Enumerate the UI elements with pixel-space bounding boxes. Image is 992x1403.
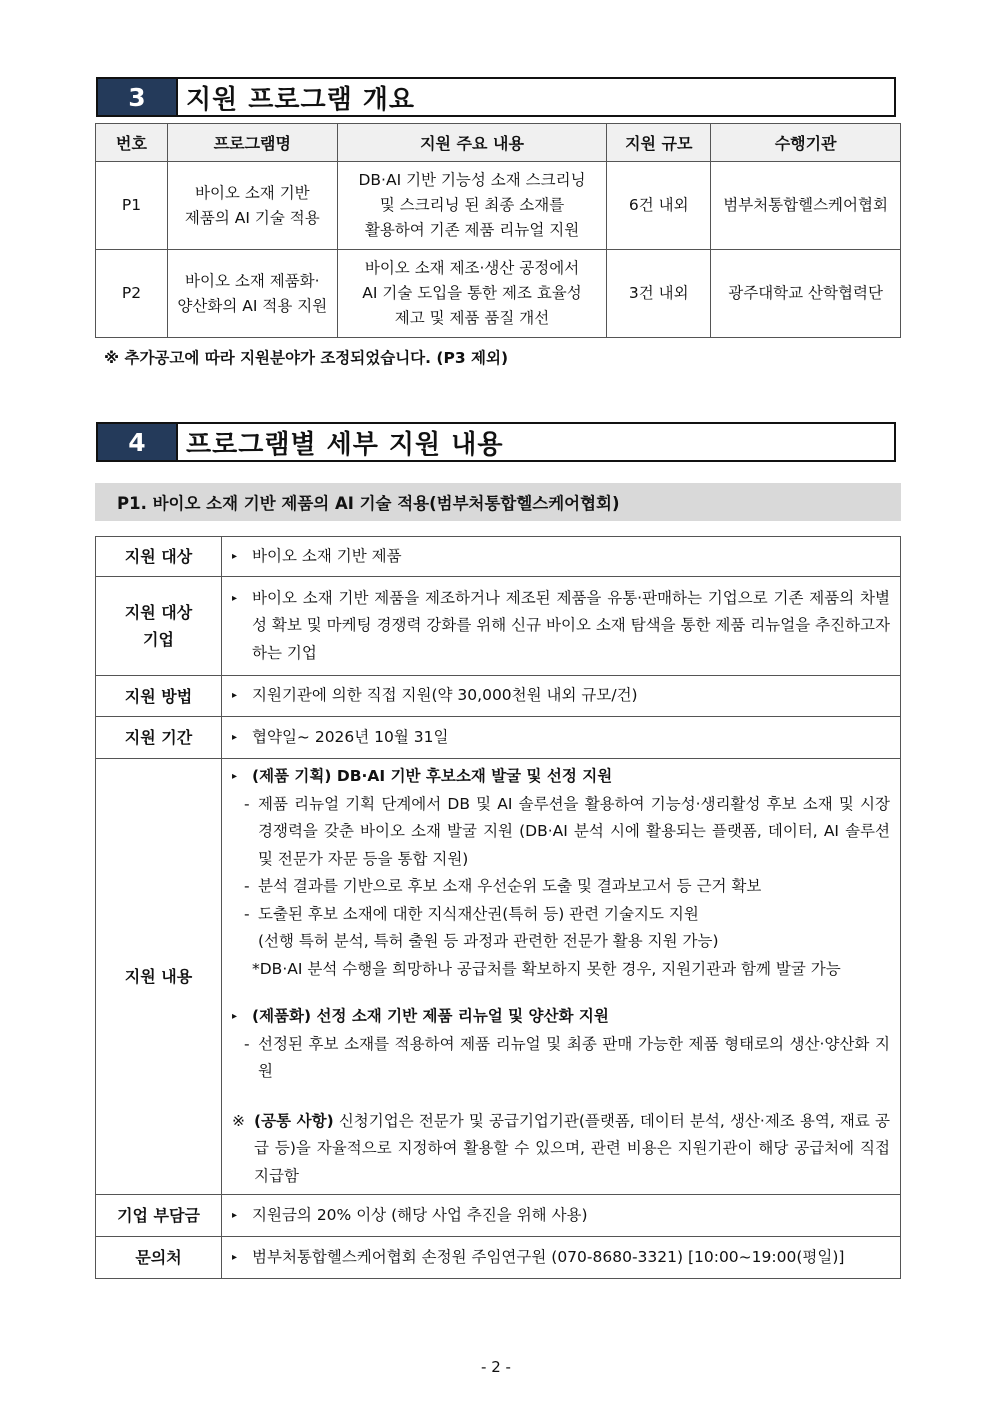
program-name-line: 바이오 소재 제품화· <box>185 271 320 290</box>
table-row <box>96 577 901 676</box>
row-label <box>96 577 222 676</box>
column-header: 지원 규모 <box>607 124 711 162</box>
table-row <box>96 676 901 717</box>
program-content-line: 및 스크리닝 된 최종 소재를 <box>379 196 565 214</box>
bullet-icon: ▸ <box>232 731 238 743</box>
section-number: 4 <box>98 424 178 460</box>
section-title: 지원 프로그램 개요 <box>186 84 416 115</box>
table-row <box>96 537 901 577</box>
p1-heading: P1. 바이오 소재 기반 제품의 AI 기술 적용(범부처통합헬스케어협회) <box>95 483 901 521</box>
table-header-row <box>96 124 901 162</box>
table-row <box>96 759 901 1195</box>
program-content-line: 활용하여 기존 제품 리뉴얼 지원 <box>364 221 580 239</box>
program-id: P2 <box>96 250 168 338</box>
common-label: (공통 사항) <box>254 1111 334 1130</box>
row-label: 문의처 <box>96 1237 222 1279</box>
row-value <box>222 1195 901 1237</box>
target-value: 바이오 소재 기반 제품 <box>252 546 402 565</box>
program-org: 범부처통합헬스케어협회 <box>711 162 901 250</box>
program-content-line: 바이오 소재 제조·생산 공정에서 <box>364 259 580 277</box>
program-name-line: 양산화의 AI 적용 지원 <box>177 296 328 315</box>
content-subitem: 분석 결과를 기반으로 후보 소재 우선순위 도출 및 결과보고서 등 근거 확보 <box>258 877 762 895</box>
section-4-header <box>96 422 896 462</box>
program-content <box>337 250 607 338</box>
table-row <box>96 250 901 338</box>
content-footnote: *DB·AI 분석 수행을 희망하나 공급처를 확보하지 못한 경우, 지원기관과 함께 발굴 가능 <box>252 959 841 978</box>
row-value <box>222 676 901 717</box>
page-number: - 2 - <box>481 1358 511 1376</box>
program-name-line: 제품의 AI 기술 적용 <box>184 208 320 227</box>
column-header: 수행기관 <box>711 124 901 162</box>
content-item-title: (제품 기획) DB·AI 기반 후보소재 발굴 및 선정 지원 <box>252 767 613 785</box>
reference-mark: ※ <box>232 1111 245 1130</box>
row-value <box>222 1237 901 1279</box>
program-name-line: 바이오 소재 기반 <box>194 183 310 202</box>
content-item-title: (제품화) 선정 소재 기반 제품 리뉴얼 및 양산화 지원 <box>252 1007 609 1025</box>
section-title: 프로그램별 세부 지원 내용 <box>186 429 504 460</box>
table-row <box>96 1195 901 1237</box>
content-subitem: 제품 리뉴얼 기획 단계에서 DB 및 AI 솔루션을 활용하여 기능성·생리활성 후보 소재 및 시장 경쟁력을 갖춘 바이오 소재 발굴 지원 (DB·AI 분석 시에 활용되는 플랫폼, 데이터, AI 솔루션 및 전문가 자문 등을 통합 지원) <box>258 794 890 868</box>
table-row <box>96 1237 901 1279</box>
bullet-icon: ▸ <box>232 550 238 562</box>
column-header: 프로그램명 <box>167 124 337 162</box>
bullet-icon: ▸ <box>232 1251 238 1263</box>
program-name <box>167 250 337 338</box>
row-value <box>222 537 901 577</box>
row-label-line: 지원 대상 <box>124 603 193 622</box>
bullet-icon: ▸ <box>232 1011 238 1022</box>
program-content-line: DB·AI 기반 기능성 소재 스크리닝 <box>358 171 586 189</box>
program-org: 광주대학교 산학협력단 <box>711 250 901 338</box>
common-text: 신청기업은 전문가 및 공급기업기관(플랫폼, 데이터 분석, 생산·제조 용역, 재료 공급 등)을 자율적으로 지정하여 활용할 수 있으며, 관련 비용은 지원기관이 해당 공급처에 직접 지급함 <box>254 1111 890 1185</box>
column-header: 지원 주요 내용 <box>337 124 607 162</box>
row-label: 지원 대상 <box>96 537 222 577</box>
program-id: P1 <box>96 162 168 250</box>
p1-detail-table <box>95 536 901 1279</box>
period-value: 협약일~ 2026년 10월 31일 <box>252 727 449 746</box>
program-scale: 6건 내외 <box>607 162 711 250</box>
row-label: 지원 기간 <box>96 717 222 759</box>
contact-value: 범부처통합헬스케어협회 손정원 주임연구원 (070-8680-3321) [10:00~19:00(평일)] <box>252 1247 845 1266</box>
table-row <box>96 162 901 250</box>
burden-value: 지원금의 20% 이상 (해당 사업 추진을 위해 사용) <box>252 1205 588 1224</box>
row-label: 지원 방법 <box>96 676 222 717</box>
bullet-icon: ▸ <box>232 1209 238 1221</box>
row-value: ▸ (제품 기획) DB·AI 기반 후보소재 발굴 및 선정 지원 - 제품 리뉴얼 기획 단계에서 DB 및 AI 솔루션을 활용하여 기능성·생리활성 후보 소재 및 시장 경쟁력을 갖춘 바이오 소재 발굴 지원 (DB·AI 분석 시에 활용되는 플랫폼, 데이터, AI 솔루션 및 전문가 자문 등을 통합 지원) - 분석 결과를 기반으로 후보 소재 우선순위 도출 및 결과보고서 등 근거 확보 - 도출된 후보 소재에 대한 지식재산권(특허 등) 관련 기술지도 지원 (선행 특허 분석, 특허 출원 등 과정과 관련한 전문가 활용 지원 가능) *DB·AI 분석 수행을 희망하나 공급처를 확보하지 못한 경우, 지원기관과 함께 발굴 가능 ▸ (제품화) 선정 소재 기반 제품 리뉴얼 및 양산화 지원 - 선정된 후보 소재를 적용하여 제품 리뉴얼 및 최종 판매 가능한 제품 형태로의 생산·양산화 지원 ※ (공통 사항) 신청기업은 전문가 및 공급기업기관(플랫폼, 데이터 분석, 생산·제조 용역, 재료 공급 등)을 자율적으로 지정하여 활용할 수 있으며, 관련 비용은 지원기관이 해당 공급처에 직접 지급함 <box>222 759 901 1195</box>
bullet-icon: ▸ <box>232 771 238 782</box>
content-subitem: 도출된 후보 소재에 대한 지식재산권(특허 등) 관련 기술지도 지원 <box>258 904 699 923</box>
adjustment-note: ※ 추가공고에 따라 지원분야가 조정되었습니다. (P3 제외) <box>104 349 509 367</box>
program-overview-table <box>95 123 901 338</box>
program-content-line: AI 기술 도입을 통한 제조 효율성 <box>362 284 582 302</box>
program-content <box>337 162 607 250</box>
row-label-line: 기업 <box>143 630 174 649</box>
table-row <box>96 717 901 759</box>
bullet-icon: ▸ <box>232 592 238 604</box>
program-scale: 3건 내외 <box>607 250 711 338</box>
row-label: 지원 내용 <box>96 759 222 1195</box>
section-3-header <box>96 77 896 117</box>
row-value <box>222 577 901 676</box>
row-label: 기업 부담금 <box>96 1195 222 1237</box>
content-subitem-note: (선행 특허 분석, 특허 출원 등 과정과 관련한 전문가 활용 지원 가능) <box>258 932 719 950</box>
method-value: 지원기관에 의한 직접 지원(약 30,000천원 내외 규모/건) <box>252 686 638 705</box>
section-number: 3 <box>98 79 178 115</box>
company-value: 바이오 소재 기반 제품을 제조하거나 제조된 제품을 유통·판매하는 기업으로 기존 제품의 차별성 확보 및 마케팅 경쟁력 강화를 위해 신규 바이오 소재 탐색을 통한 제품 리뉴얼을 추진하고자 하는 기업 <box>252 588 890 662</box>
column-header: 번호 <box>96 124 168 162</box>
program-content-line: 제고 및 제품 품질 개선 <box>394 309 550 327</box>
content-subitem: 선정된 후보 소재를 적용하여 제품 리뉴얼 및 최종 판매 가능한 제품 형태로의 생산·양산화 지원 <box>258 1034 890 1080</box>
program-name <box>167 162 337 250</box>
row-value <box>222 717 901 759</box>
bullet-icon: ▸ <box>232 690 238 702</box>
